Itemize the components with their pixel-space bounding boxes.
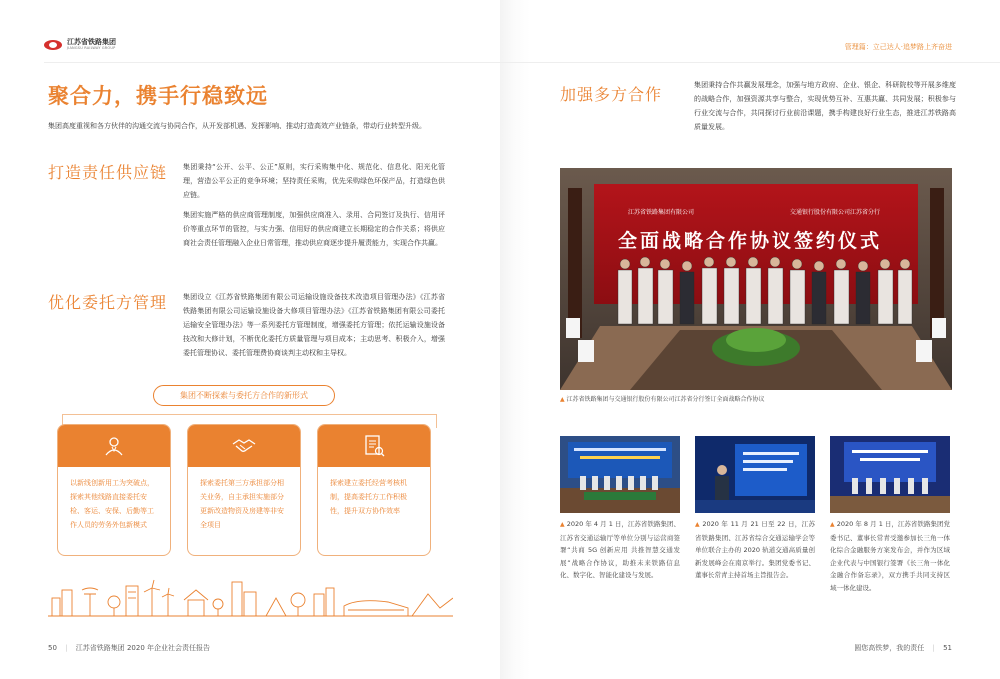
card-head-3 [318,425,430,467]
summit-caption [695,518,815,582]
right-page-number: 51 [943,644,952,652]
summit-photo [695,436,815,513]
5g-agreement-caption-text: 2020 年 4 月 1 日，江苏省铁路集团、江苏省交通运输厅等单位分别与运营商签署“共商 5G 创新应用 共推智慧交通发展”战略合作协议，助推未来铁路信息化、数字化、智能化建设与发展。 [560,520,680,579]
main-photo-banner-left: 江苏省铁路集团有限公司 [628,209,695,216]
right-footer [854,643,952,653]
card-head-1 [58,425,170,467]
logo-cn: 江苏省铁路集团 [67,38,116,47]
main-photo-banner-right: 交通银行股份有限公司江苏省分行 [790,209,881,216]
intro-text: 集团高度重视和各方伙伴的沟通交流与协同合作，从开发部机遇、发挥影响、推动打造高效产业链条，带动行业转型升级。 [48,122,426,130]
cooperation-card-2 [187,424,301,556]
logo-text [67,39,116,51]
chapter-slogan: 管理篇：立己达人·追梦路上齐奋进 [844,43,952,51]
city-landscape-illustration [48,568,453,618]
left-footer [48,643,210,653]
caption-triangle-icon: ▲ [695,521,700,528]
card-text-2: 探索委托第三方承担部分相关业务，自主承担实施部分更新改造物资及房建等非安全项目 [200,479,284,529]
right-page [500,0,1000,679]
card-text-3: 探索建立委托经营考核机制，提高委托方工作积极性，提升双方协作效率 [330,479,407,515]
report-title: 江苏省铁路集团 2020 年企业社会责任报告 [75,644,211,652]
header-rule [44,62,1000,63]
5g-agreement-photo [560,436,680,513]
summit-caption-text: 2020 年 11 月 21 日至 22 日，江苏省铁路集团、江苏省综合交通运输学会等单位联合主办的 2020 轨道交通高质量创新发展峰会在南京举行。集团党委书记、董事长常青主持首场主旨报告会。 [695,520,815,579]
handshake-icon [231,436,257,456]
document-icon [363,434,385,458]
yangtze-delta-caption-text: 2020 年 8 月 1 日，江苏省铁路集团党委书记、董事长常青受邀参加长三角一体化综合金融服务方案发布会，并作为区域企业代表与中国银行签署《长三角一体化金融合作备忘录》，双方携手共同支持区域一体化建设。 [830,520,950,592]
left-page-number: 50 [48,644,57,652]
footer-divider: | [932,644,935,652]
supply-chain-paragraph-2: 集团实施严格的供应商管理制度，加强供应商准入、录用、合同签订及执行、信用评价等重点环节的管控，与实力强、信用好的供应商建立长期稳定的合作关系；将供应商社会责任管理融入企业日常管理，推动供应商逐步提升履责能力，实现合作共赢。 [183,211,445,247]
supply-chain-paragraph-1: 集团秉持“公开、公平、公正”原则，实行采购集中化、规范化、信息化、阳光化管理，营造公平公正的竞争环境；坚持责任采购，优先采购绿色环保产品，打造绿色供应链。 [183,163,445,199]
yangtze-delta-photo [830,436,950,513]
cooperation-card-3 [317,424,431,556]
section-title-supply-chain: 打造责任供应链 [48,163,168,182]
main-photo-caption [560,394,765,406]
card-text-1: 以新线创新用工为突破点，探索其他线路直接委托安检、客运、安保、后勤等工作人员的劳务外包新模式 [70,479,154,529]
cooperation-paragraph: 集团秉持合作共赢发展理念，加强与地方政府、企业、银企、科研院校等开展多维度的战略合作，加强资源共享与整合，实现优势互补、互惠共赢、共同发展；积极参与行业交流与合作，共同探讨行业前沿课题，携手构建良好行业生态，推进江苏铁路高质量发展。 [694,81,956,131]
card-head-2 [188,425,300,467]
caption-triangle-icon: ▲ [560,521,565,528]
cooperation-banner: 集团不断探索与委托方合作的新形式 [153,385,335,406]
yangtze-delta-caption [830,518,950,594]
5g-agreement-caption [560,518,680,582]
logo-mark-icon [44,38,62,52]
section-title-cooperation: 加强多方合作 [560,85,663,104]
caption-triangle-icon: ▲ [560,396,565,403]
signing-ceremony-photo [560,168,952,390]
cooperation-card-1 [57,424,171,556]
section-title-principal-management: 优化委托方管理 [48,293,168,312]
person-icon [103,435,125,457]
principal-management-paragraph: 集团设立《江苏省铁路集团有限公司运输设施设备技术改造项目管理办法》《江苏省铁路集团有限公司运输设施设备大修项目管理办法》《江苏省铁路集团有限公司委托运输安全管理办法》等一系列委托方管理制度，增强委托方管理；依托运输设施设备技改和大修计划，不断优化委托方质量管理与项目成本；主动思考、积极介入，增强委托管理协议、委托管理费协商谈判主动权和主导权。 [183,293,445,357]
main-photo-caption-text: 江苏省铁路集团与交通银行股份有限公司江苏省分行签订全面战略合作协议 [566,396,765,403]
footer-slogan: 圆您高铁梦，我的责任 [854,644,925,652]
logo-en: JIANGSU RAILWAY GROUP [67,46,116,51]
footer-divider: | [65,644,68,652]
main-title: 聚合力，携手行稳致远 [48,84,268,108]
main-photo-banner-title: 全面战略合作协议签约仪式 [618,230,883,252]
caption-triangle-icon: ▲ [830,521,835,528]
company-logo [44,38,116,52]
